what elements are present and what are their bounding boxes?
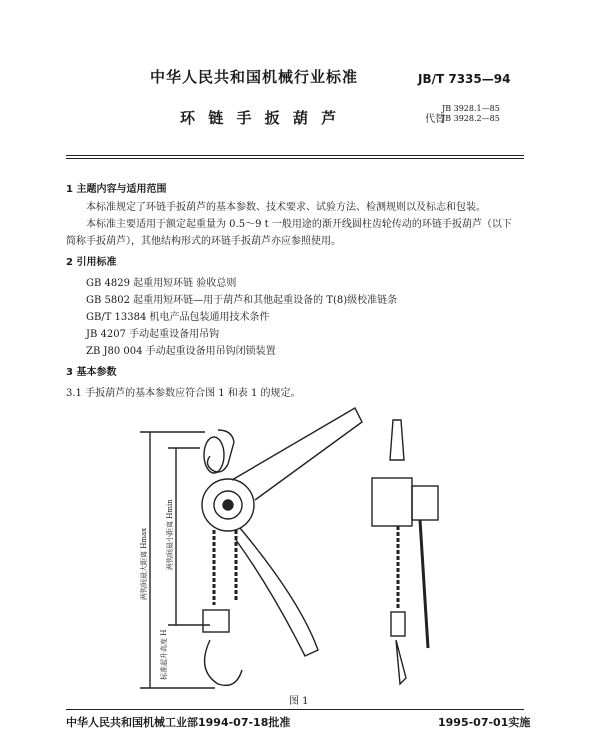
dim-label-hmin: 两钩间最小距离 Hmin [166,499,174,570]
document-title: 环 链 手 扳 葫 芦 [180,109,341,127]
approval-info: 中华人民共和国机械工业部1994-07-18批准 [66,716,291,729]
reference-item: ZB J80 004 手动起重设备用吊钩闭锁装置 [86,346,276,357]
section-3-heading: 3 基本参数 [66,367,117,378]
section-1-heading: 1 主题内容与适用范围 [66,184,167,195]
side-bottom-hook [396,640,406,684]
dim-label-hmax: 两钩间最大距离 Hmax [140,527,148,600]
top-hook [207,430,234,472]
replaced-standard-1: JB 3928.1—85 [442,104,500,113]
side-housing [372,478,412,526]
replaces-label: 代替 [425,114,445,125]
side-top-hook [390,420,404,460]
implementation-date: 1995-07-01实施 [438,716,531,729]
reference-item: JB 4207 手动起重设备用吊钩 [86,329,220,340]
bottom-block [203,610,229,632]
replaced-standard-2: JB 3928.2—85 [442,114,500,123]
side-handle [420,520,428,648]
reference-item: GB 5802 起重用短环链—用于葫芦和其他起重设备的 T(8)级校准链条 [86,295,398,306]
footer-rule [66,709,524,710]
reference-item: GB/T 13384 机电产品包装通用技术条件 [86,312,270,323]
section-1-para-1: 本标准规定了环链手扳葫芦的基本参数、技术要求、试验方法、检测规则以及标志和包装。 [86,202,486,213]
bottom-hook [205,640,242,685]
lever-handle [232,408,362,500]
section-3-1-text: 3.1 手扳葫芦的基本参数应符合图 1 和表 1 的规定。 [66,388,301,399]
section-1-para-3: 简称手扳葫芦），其他结构形式的环链手扳葫芦亦应参照使用。 [66,236,341,247]
issuing-organization: 中华人民共和国机械行业标准 [150,68,359,86]
section-1-para-2: 本标准主要适用于额定起重量为 0.5～9 t 一般用途的渐开线圆柱齿轮传动的环链手扳葫芦（以下 [86,219,512,230]
dim-label-h: 标准起升高度 H [160,629,168,680]
section-2-heading: 2 引用标准 [66,257,117,268]
figure-caption: 图 1 [289,696,309,707]
reference-item: GB 4829 起重用短环链 验收总则 [86,278,237,289]
standard-code: JB/T 7335—94 [418,72,511,86]
